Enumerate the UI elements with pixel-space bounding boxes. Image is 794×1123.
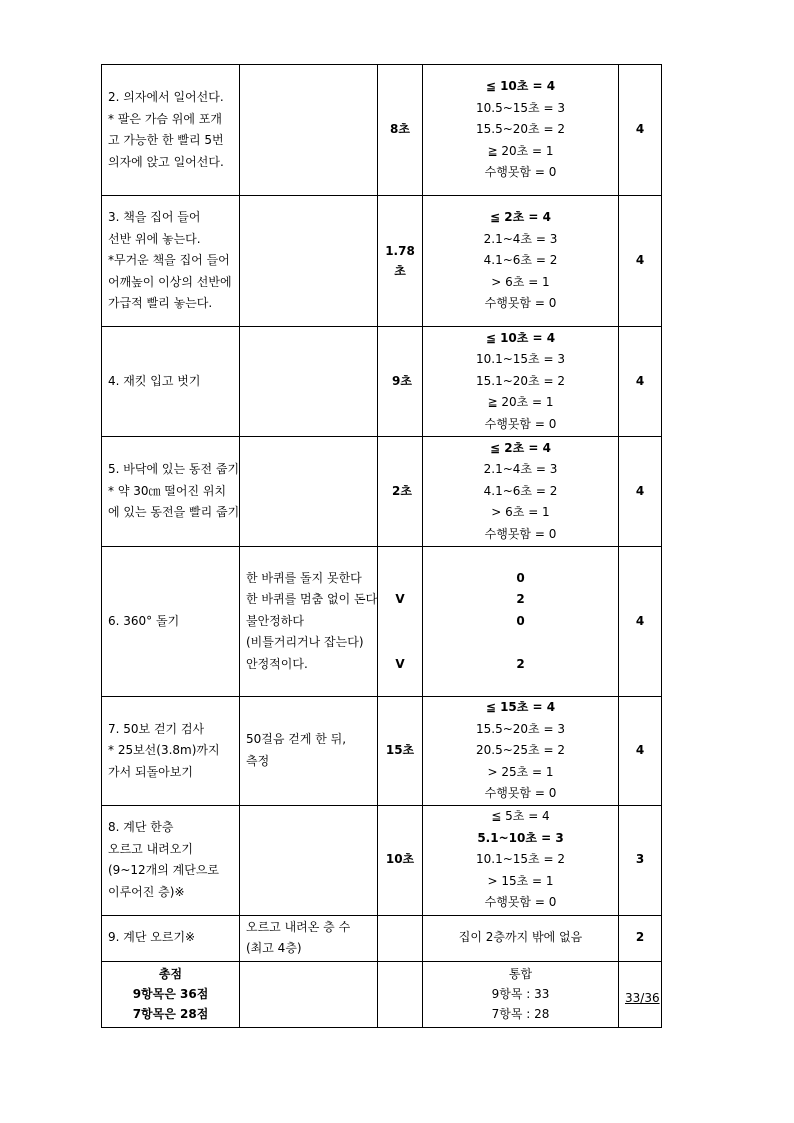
criteria-line: ≦ 2초 = 4 xyxy=(490,210,551,225)
criteria-cell xyxy=(423,65,619,196)
method-cell xyxy=(240,196,378,327)
text-line: * 25보선(3.8m)까지 xyxy=(108,743,220,757)
record-line: 초 xyxy=(394,264,406,278)
criteria-line: ≧ 20초 = 1 xyxy=(487,395,554,410)
text-line: 안정적이다. xyxy=(246,656,308,671)
record-cell: 15초 xyxy=(378,697,423,806)
item-cell xyxy=(102,65,240,196)
text-line: 통합 xyxy=(508,967,533,981)
total-empty-cell xyxy=(378,961,423,1027)
text-line: 오르고 내려오기 xyxy=(108,841,193,856)
criteria-line: 15.5~20초 = 3 xyxy=(476,721,565,736)
criteria-line: ≦ 5초 = 4 xyxy=(491,809,550,824)
item-cell xyxy=(102,805,240,915)
item-cell xyxy=(102,915,240,961)
criteria-line: > 25초 = 1 xyxy=(487,764,554,779)
text-line: 7항목은 28점 xyxy=(132,1007,209,1021)
text-line: (최고 4층) xyxy=(246,941,302,955)
score-cell: 4 xyxy=(619,327,662,437)
text-line: (비틀거리거나 잡는다) xyxy=(246,635,364,650)
assessment-table xyxy=(101,64,662,1028)
criteria-line: 수행못함 = 0 xyxy=(484,786,557,800)
criteria-cell xyxy=(423,327,619,437)
table-row xyxy=(102,915,662,961)
table-row xyxy=(102,65,662,196)
criteria-cell xyxy=(423,547,619,697)
method-cell xyxy=(240,327,378,437)
criteria-line: 수행못함 = 0 xyxy=(484,296,557,311)
table-row xyxy=(102,437,662,547)
method-cell xyxy=(240,547,378,697)
score-cell: 4 xyxy=(619,697,662,806)
record-cell xyxy=(378,547,423,697)
text-line: * 약 30㎝ 떨어진 위치 xyxy=(108,483,227,498)
criteria-cell xyxy=(423,915,619,961)
total-summary-cell xyxy=(423,961,619,1027)
text-line: 가서 되돌아보기 xyxy=(108,764,193,779)
criteria-line: ≦ 10초 = 4 xyxy=(485,79,556,94)
score-cell: 4 xyxy=(619,65,662,196)
criteria-line: 0 xyxy=(516,613,525,628)
method-cell xyxy=(240,805,378,915)
item-cell xyxy=(102,547,240,697)
record-cell xyxy=(378,196,423,327)
criteria-line: > 6초 = 1 xyxy=(491,505,550,520)
text-line: 이루어진 층)※ xyxy=(108,884,185,899)
criteria-line: ≦ 15초 = 4 xyxy=(485,700,556,714)
criteria-cell xyxy=(423,196,619,327)
text-line: 9항목 : 33 xyxy=(491,987,550,1001)
total-row xyxy=(102,961,662,1027)
text-line: 의자에 앉고 일어선다. xyxy=(108,154,224,169)
text-line: 7항목 : 28 xyxy=(491,1007,550,1021)
record-line: 1.78 xyxy=(385,244,415,258)
text-line: 9. 계단 오르기※ xyxy=(108,930,196,945)
criteria-cell xyxy=(423,697,619,806)
criteria-line: ≦ 2초 = 4 xyxy=(490,440,551,455)
criteria-line: 15.1~20초 = 2 xyxy=(476,373,565,388)
score-cell: 4 xyxy=(619,196,662,327)
criteria-line: 20.5~25초 = 2 xyxy=(476,743,565,757)
item-cell xyxy=(102,327,240,437)
criteria-line: 5.1~10초 = 3 xyxy=(477,830,564,845)
total-score: 33/36 xyxy=(625,990,660,1005)
text-line: * 팔은 가슴 위에 포개 xyxy=(108,111,222,126)
text-line: 8. 계단 한층 xyxy=(108,820,174,834)
text-line: 총점 xyxy=(158,967,183,981)
text-line: 한 바퀴를 멈춤 없이 돈다 xyxy=(246,592,378,607)
record-cell: 8초 xyxy=(378,65,423,196)
text-line: 선반 위에 놓는다. xyxy=(108,231,201,246)
record-cell: 2초 xyxy=(378,437,423,547)
score-cell: 4 xyxy=(619,547,662,697)
item-cell xyxy=(102,697,240,806)
total-score-cell xyxy=(619,961,662,1027)
criteria-line: 4.1~6초 = 2 xyxy=(483,253,558,268)
total-empty-cell xyxy=(240,961,378,1027)
item-cell xyxy=(102,437,240,547)
text-line: 3. 책을 집어 들어 xyxy=(108,210,201,225)
table-row xyxy=(102,196,662,327)
text-line: 5. 바닥에 있는 동전 줍기 xyxy=(108,462,240,477)
text-line: 50걸음 걷게 한 뒤, xyxy=(246,732,347,747)
text-line: 한 바퀴를 돌지 못한다 xyxy=(246,570,362,585)
criteria-line: 수행못함 = 0 xyxy=(484,895,557,910)
criteria-line: 15.5~20초 = 2 xyxy=(476,122,565,137)
criteria-line: 2 xyxy=(516,592,525,607)
method-cell xyxy=(240,915,378,961)
score-cell: 2 xyxy=(619,915,662,961)
criteria-line: 4.1~6초 = 2 xyxy=(483,483,558,498)
criteria-cell xyxy=(423,805,619,915)
text-line: 오르고 내려온 층 수 xyxy=(246,919,351,934)
text-line: 불안정하다 xyxy=(246,613,304,628)
text-line: 가급적 빨리 놓는다. xyxy=(108,296,213,311)
text-line: 측정 xyxy=(246,753,270,768)
text-line: 6. 360° 돌기 xyxy=(108,613,180,628)
total-label-cell xyxy=(102,961,240,1027)
record-cell: 10초 xyxy=(378,805,423,915)
criteria-cell xyxy=(423,437,619,547)
method-cell xyxy=(240,437,378,547)
text-line: (9~12개의 계단으로 xyxy=(108,863,220,877)
criteria-line: 수행못함 = 0 xyxy=(484,165,557,180)
criteria-line: > 6초 = 1 xyxy=(491,274,550,289)
score-cell: 3 xyxy=(619,805,662,915)
table-row xyxy=(102,697,662,806)
criteria-line: 10.1~15초 = 2 xyxy=(476,852,565,867)
criteria-line: 2.1~4초 = 3 xyxy=(483,231,558,246)
text-line: 고 가능한 한 빨리 5번 xyxy=(108,133,224,147)
criteria-line: ≧ 20초 = 1 xyxy=(487,143,554,158)
score-cell: 4 xyxy=(619,437,662,547)
criteria-line: 수행못함 = 0 xyxy=(484,416,557,431)
text-line: 9항목은 36점 xyxy=(132,987,209,1001)
record-mark: V xyxy=(395,592,405,607)
criteria-line: 0 xyxy=(516,570,525,585)
method-cell xyxy=(240,697,378,806)
criteria-line: 수행못함 = 0 xyxy=(484,526,557,541)
text-line: 어깨높이 이상의 선반에 xyxy=(108,274,232,289)
table-row xyxy=(102,547,662,697)
criteria-line: ≦ 10초 = 4 xyxy=(485,330,556,345)
table-row xyxy=(102,805,662,915)
text-line: 7. 50보 걷기 검사 xyxy=(108,721,205,736)
criteria-line: 2.1~4초 = 3 xyxy=(483,462,558,477)
criteria-line: 10.1~15초 = 3 xyxy=(476,352,565,367)
table-row xyxy=(102,327,662,437)
record-cell xyxy=(378,915,423,961)
criteria-line: 2 xyxy=(516,656,525,671)
text-line: 2. 의자에서 일어선다. xyxy=(108,90,224,104)
record-cell: 9초 xyxy=(378,327,423,437)
item-cell xyxy=(102,196,240,327)
criteria-line: > 15초 = 1 xyxy=(487,873,554,888)
record-mark: V xyxy=(395,656,405,671)
text-line: *무거운 책을 집어 들어 xyxy=(108,253,230,268)
criteria-line: 10.5~15초 = 3 xyxy=(476,100,565,115)
text-line: 4. 재킷 입고 벗기 xyxy=(108,373,201,388)
method-cell xyxy=(240,65,378,196)
text-line: 에 있는 동전을 빨리 줍기 xyxy=(108,505,240,520)
criteria-line: 집이 2층까지 밖에 없음 xyxy=(458,930,583,945)
